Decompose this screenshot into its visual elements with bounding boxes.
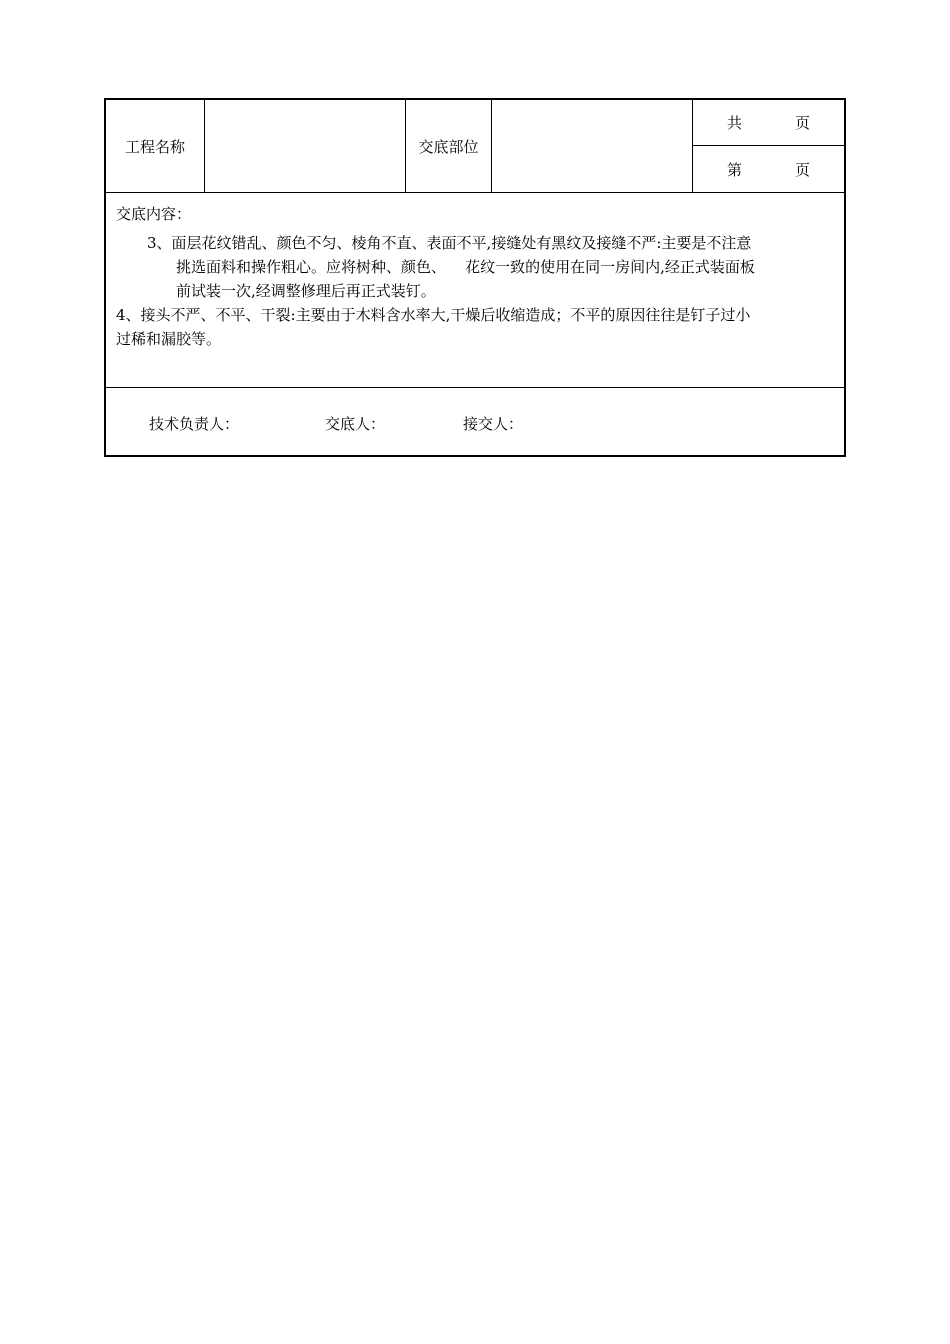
current-page-label-right: 页 xyxy=(794,160,810,179)
technical-briefing-form xyxy=(104,98,846,457)
item3-line3: 前试装一次,经调整修理后再正式装钉。 xyxy=(176,282,436,300)
location-label: 交底部位 xyxy=(418,137,479,156)
content-item-3 xyxy=(147,231,837,303)
location-field[interactable] xyxy=(492,100,692,192)
location-label-cell xyxy=(406,100,491,192)
total-pages-label-left: 共 xyxy=(727,114,743,132)
content-item-4 xyxy=(116,303,837,351)
divider xyxy=(106,387,844,388)
current-page-label-left: 第 xyxy=(727,160,743,179)
project-name-field[interactable] xyxy=(205,100,405,192)
content-section xyxy=(106,193,844,387)
presenter-label: 交底人： xyxy=(325,415,386,433)
project-name-label-cell xyxy=(106,100,204,192)
item3-line1: 3、面层花纹错乱、颜色不匀、棱角不直、表面不平,接缝处有黑纹及接缝不严:主要是不注意 xyxy=(147,234,752,252)
project-name-label: 工程名称 xyxy=(124,137,185,156)
item3-line2: 挑选面料和操作粗心。应将树种、颜色、 花纹一致的使用在同一房间内,经正式装面板 xyxy=(176,258,755,276)
total-pages-label-right: 页 xyxy=(794,114,810,132)
current-page-cell xyxy=(693,146,844,192)
total-pages-cell xyxy=(693,100,844,145)
item4-line1: 4、接头不严、不平、干裂:主要由于木料含水率大,干燥后收缩造成；不平的原因往往是钉子过小 xyxy=(116,306,751,324)
content-label: 交底内容： xyxy=(116,205,192,223)
receiver-label: 接交人： xyxy=(463,415,524,433)
item4-line2: 过稀和漏胶等。 xyxy=(116,330,222,348)
tech-lead-label: 技术负责人： xyxy=(149,415,240,433)
